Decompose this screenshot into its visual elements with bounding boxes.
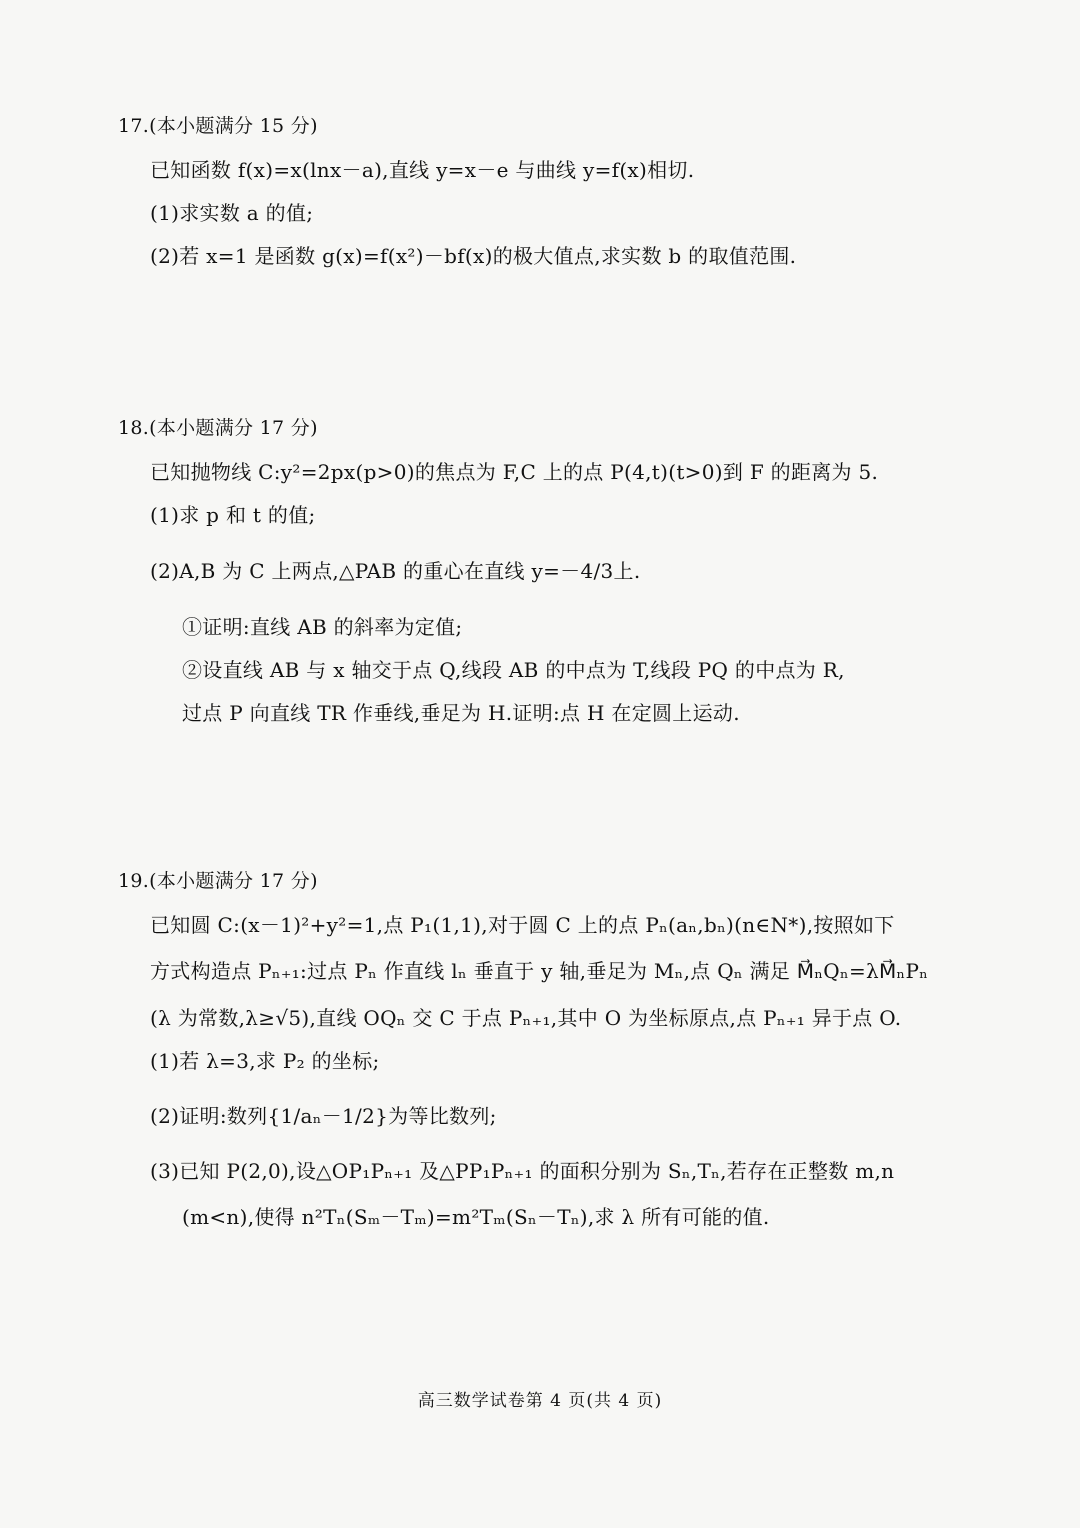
problem-18-part-2: (2)A,B 为 C 上两点,△PAB 的重心在直线 y=－4/3上. — [150, 559, 641, 583]
problem-18-part-2-sub-1: ①证明:直线 AB 的斜率为定值; — [182, 615, 463, 639]
problem-17-stem: 已知函数 f(x)=x(lnx－a),直线 y=x－e 与曲线 y=f(x)相切. — [150, 158, 695, 182]
problem-19-part-2: (2)证明:数列{1/aₙ－1/2}为等比数列; — [150, 1104, 497, 1128]
problem-19-part-1: (1)若 λ=3,求 P₂ 的坐标; — [150, 1049, 380, 1073]
problem-19-part-3: (3)已知 P(2,0),设△OP₁Pₙ₊₁ 及△PP₁Pₙ₊₁ 的面积分别为 Sₙ,Tₙ,若存在正整数 m,n — [150, 1159, 895, 1183]
problem-19-stem-1: 已知圆 C:(x－1)²+y²=1,点 P₁(1,1),对于圆 C 上的点 Pₙ(aₙ,bₙ)(n∈N*),按照如下 — [150, 913, 895, 937]
problem-19-part-3-cont: (m<n),使得 n²Tₙ(Sₘ－Tₘ)=m²Tₘ(Sₙ－Tₙ),求 λ 所有可能的值. — [182, 1205, 770, 1229]
problem-17-heading: 17.(本小题满分 15 分) — [118, 115, 318, 137]
page-footer: 高三数学试卷第 4 页(共 4 页) — [417, 1391, 663, 1411]
problem-19-stem-2: 方式构造点 Pₙ₊₁:过点 Pₙ 作直线 lₙ 垂直于 y 轴,垂足为 Mₙ,点 Qₙ 满足 M⃗ₙQₙ=λM⃗ₙPₙ — [150, 959, 929, 983]
problem-18-part-2-sub-2-cont: 过点 P 向直线 TR 作垂线,垂足为 H.证明:点 H 在定圆上运动. — [182, 701, 740, 725]
problem-18-part-2-sub-2: ②设直线 AB 与 x 轴交于点 Q,线段 AB 的中点为 T,线段 PQ 的中点为 R, — [182, 658, 845, 682]
problem-19-heading: 19.(本小题满分 17 分) — [118, 870, 318, 892]
problem-18-heading: 18.(本小题满分 17 分) — [118, 417, 318, 439]
problem-17-part-2: (2)若 x=1 是函数 g(x)=f(x²)－bf(x)的极大值点,求实数 b 的取值范围. — [150, 244, 797, 268]
problem-17-part-1: (1)求实数 a 的值; — [150, 201, 314, 225]
problem-18-part-1: (1)求 p 和 t 的值; — [150, 503, 316, 527]
problem-18-stem: 已知抛物线 C:y²=2px(p>0)的焦点为 F,C 上的点 P(4,t)(t>0)到 F 的距离为 5. — [150, 460, 879, 484]
problem-19-stem-3: (λ 为常数,λ≥√5),直线 OQₙ 交 C 于点 Pₙ₊₁,其中 O 为坐标原点,点 Pₙ₊₁ 异于点 O. — [150, 1006, 902, 1030]
